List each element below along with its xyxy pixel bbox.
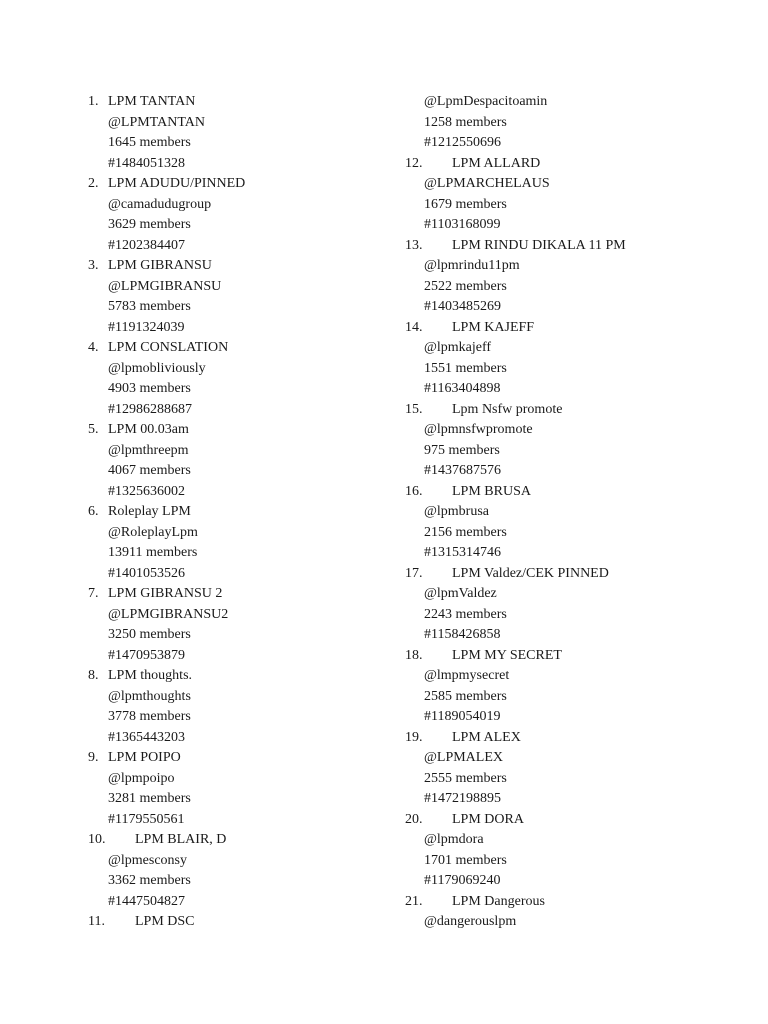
list-item-title <box>88 174 388 195</box>
list-item-number: 8. <box>88 668 99 683</box>
member-count: 3250 members <box>108 627 191 642</box>
group-handle: @LPMGIBRANSU2 <box>108 606 229 622</box>
group-id: #1484051328 <box>108 155 185 171</box>
group-id: #1103168099 <box>424 217 501 232</box>
group-handle: @lpmesconsy <box>108 852 187 868</box>
list-item-number: 7. <box>88 586 99 601</box>
group-name: LPM GIBRANSU <box>108 258 212 273</box>
list-item-number: 1. <box>88 94 99 109</box>
member-count: 1258 members <box>424 114 507 130</box>
list-item-title <box>88 584 388 605</box>
list-item-number: 2. <box>88 176 99 191</box>
group-id: #1179069240 <box>424 873 501 888</box>
group-handle: @lpmbrusa <box>424 504 489 519</box>
group-name: LPM thoughts. <box>108 668 193 683</box>
group-handle: @lpmpoipo <box>108 770 175 786</box>
list-item-title <box>88 502 388 523</box>
list-item-number: 3. <box>88 258 99 273</box>
group-name: LPM KAJEFF <box>452 319 535 335</box>
list-item-number: 19. <box>405 729 423 745</box>
group-id: #1470953879 <box>108 647 185 663</box>
list-item-title <box>405 236 745 257</box>
group-id: #1403485269 <box>424 299 501 314</box>
group-name: LPM CONSLATION <box>108 340 229 355</box>
group-id: #1472198895 <box>424 791 501 806</box>
list-item-title <box>405 728 745 749</box>
list-item-title <box>88 666 388 687</box>
group-name: LPM Valdez/CEK PINNED <box>452 565 609 581</box>
group-handle: @LPMTANTAN <box>108 114 205 130</box>
member-count: 5783 members <box>108 299 191 314</box>
group-id: #1179550561 <box>108 811 185 827</box>
group-handle: @RoleplayLpm <box>108 524 198 540</box>
list-item-number: 16. <box>405 483 423 499</box>
group-handle: @lpmthoughts <box>108 688 191 704</box>
group-id: #1315314746 <box>424 545 501 560</box>
group-name: LPM BLAIR, D <box>135 832 227 847</box>
group-handle: @LPMARCHELAUS <box>424 176 550 191</box>
group-name: LPM Dangerous <box>452 893 545 909</box>
group-handle: @lpmkajeff <box>424 340 492 355</box>
list-item-title <box>88 912 388 933</box>
group-id: #1325636002 <box>108 483 185 499</box>
group-name: LPM MY SECRET <box>452 647 562 663</box>
list-item-number: 21. <box>405 893 423 909</box>
group-name: LPM BRUSA <box>452 483 531 499</box>
member-count: 2522 members <box>424 278 507 294</box>
member-count: 1551 members <box>424 360 507 376</box>
member-count: 3629 members <box>108 217 191 232</box>
group-name: LPM ALEX <box>452 729 521 745</box>
group-handle: @dangerouslpm <box>424 914 517 929</box>
group-handle: @LPMGIBRANSU <box>108 278 222 294</box>
member-count: 13911 members <box>108 545 198 560</box>
group-handle: @lpmnsfwpromote <box>424 422 533 437</box>
group-id: #1158426858 <box>424 627 501 642</box>
list-item-number: 14. <box>405 319 423 335</box>
member-count: 2156 members <box>424 524 507 540</box>
member-count: 1679 members <box>424 196 507 212</box>
list-item-number: 20. <box>405 811 423 827</box>
list-item-number: 18. <box>405 647 423 663</box>
group-id: #1202384407 <box>108 237 185 253</box>
group-name: LPM ADUDU/PINNED <box>108 176 246 191</box>
list-item-number: 4. <box>88 340 99 355</box>
member-count: 4067 members <box>108 463 191 478</box>
group-name: LPM DORA <box>452 811 524 827</box>
list-item-title <box>88 830 388 851</box>
group-handle: @lpmValdez <box>424 586 497 601</box>
group-id: #1401053526 <box>108 565 185 581</box>
list-item-title <box>405 892 745 913</box>
left-column <box>88 92 388 933</box>
group-id: #1189054019 <box>424 709 501 724</box>
group-handle: @LPMALEX <box>424 750 504 765</box>
list-item-title <box>405 154 745 175</box>
group-name: LPM GIBRANSU 2 <box>108 586 223 601</box>
list-item-number: 10. <box>88 832 106 847</box>
list-item-title <box>405 482 745 503</box>
list-item-number: 12. <box>405 155 423 171</box>
group-handle: @lmpmysecret <box>424 668 510 683</box>
right-column <box>405 92 745 933</box>
list-item-title <box>88 420 388 441</box>
member-count: 3778 members <box>108 709 191 724</box>
group-id: #1212550696 <box>424 135 501 150</box>
list-item-title <box>405 564 745 585</box>
group-name: Lpm Nsfw promote <box>452 401 563 417</box>
member-count: 4903 members <box>108 381 191 396</box>
list-item-title <box>88 92 388 113</box>
list-item-title <box>405 400 745 421</box>
member-count: 3281 members <box>108 791 191 806</box>
group-id: #12986288687 <box>108 401 192 417</box>
group-id: #1437687576 <box>424 463 501 478</box>
group-handle: @lpmthreepm <box>108 442 189 458</box>
group-handle: @lpmdora <box>424 832 484 847</box>
group-id: #1191324039 <box>108 319 185 335</box>
group-id: #1447504827 <box>108 893 185 909</box>
group-name: LPM TANTAN <box>108 94 196 109</box>
group-id: #1163404898 <box>424 381 501 396</box>
list-item-title <box>405 810 745 831</box>
list-item-number: 13. <box>405 237 423 253</box>
member-count: 2555 members <box>424 770 507 786</box>
group-name: LPM DSC <box>135 914 195 929</box>
list-item-number: 17. <box>405 565 423 581</box>
list-item-title <box>88 748 388 769</box>
member-count: 2243 members <box>424 606 507 622</box>
list-item-title <box>88 256 388 277</box>
member-count: 975 members <box>424 442 500 458</box>
group-handle: @camadudugroup <box>108 196 212 212</box>
group-name: LPM ALLARD <box>452 155 541 171</box>
list-item-title <box>405 318 745 339</box>
group-name: LPM 00.03am <box>108 422 189 437</box>
group-name: Roleplay LPM <box>108 504 191 519</box>
member-count: 2585 members <box>424 688 507 704</box>
list-item-title <box>88 338 388 359</box>
member-count: 1701 members <box>424 852 507 868</box>
group-handle: @lpmobliviously <box>108 360 206 376</box>
group-id: #1365443203 <box>108 729 185 745</box>
member-count: 3362 members <box>108 873 191 888</box>
list-item-number: 11. <box>88 914 105 929</box>
member-count: 1645 members <box>108 135 191 150</box>
list-item-number: 6. <box>88 504 99 519</box>
group-handle: @LpmDespacitoamin <box>424 94 548 109</box>
group-name: LPM POIPO <box>108 750 181 765</box>
list-item-number: 5. <box>88 422 99 437</box>
group-name: LPM RINDU DIKALA 11 PM <box>452 237 626 253</box>
list-item-title <box>405 646 745 667</box>
list-item-number: 9. <box>88 750 99 765</box>
list-item-number: 15. <box>405 401 423 417</box>
group-handle: @lpmrindu11pm <box>424 258 520 273</box>
